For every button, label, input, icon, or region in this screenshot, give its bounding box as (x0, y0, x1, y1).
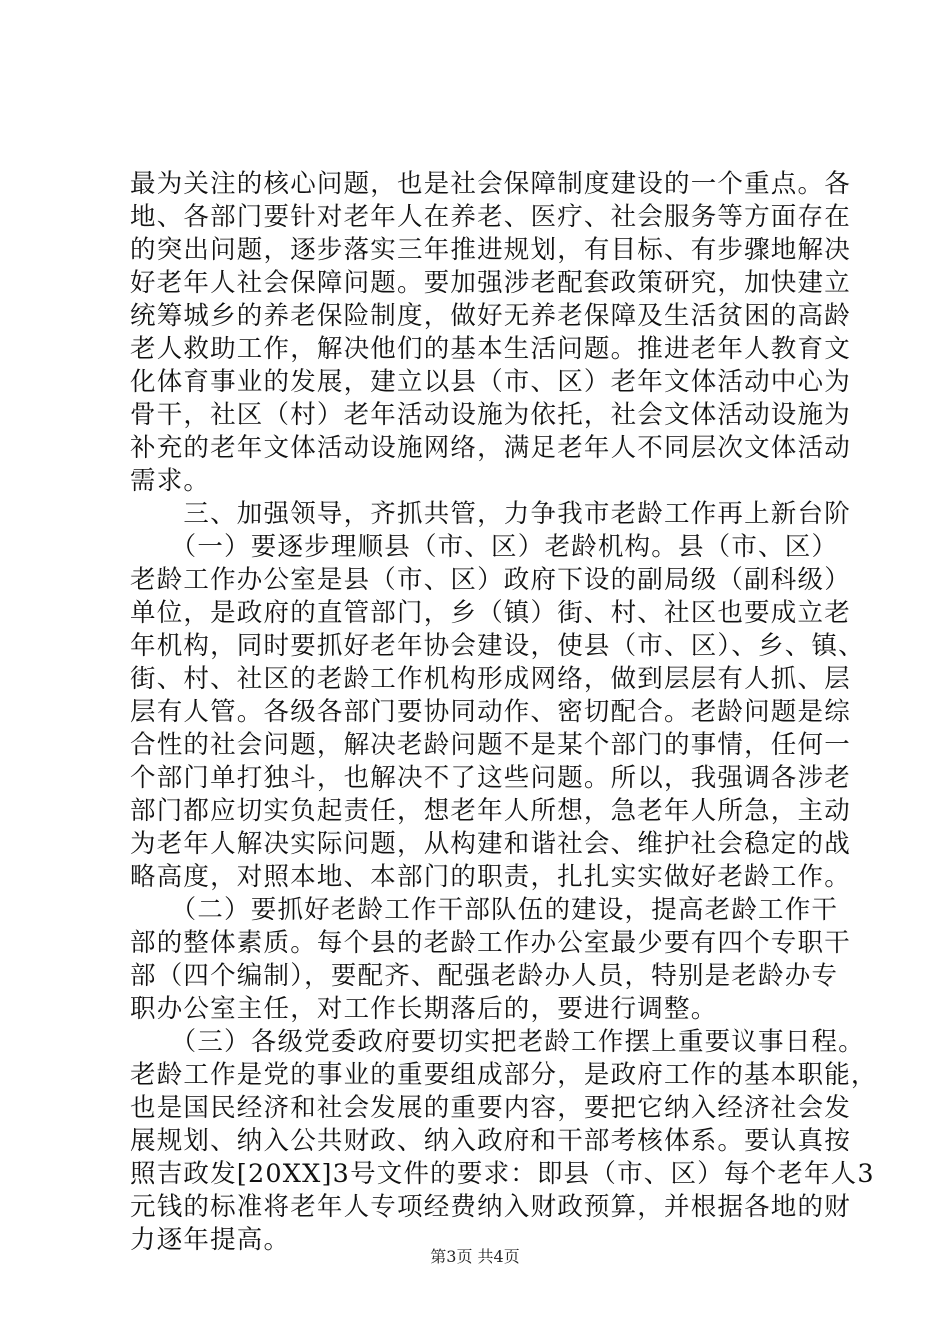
body-text (130, 168, 878, 1257)
text-line: 化体育事业的发展，建立以县（市、区）老年文体活动中心为 (130, 367, 851, 397)
text-line: （二）要抓好老龄工作干部队伍的建设，提高老龄工作干 (130, 895, 839, 925)
text-line: 需求。 (130, 466, 211, 496)
text-line: 街、村、社区的老龄工作机构形成网络，做到层层有人抓、层 (130, 664, 851, 694)
text-line: 部门都应切实负起责任，想老年人所想，急老年人所急，主动 (130, 796, 851, 826)
text-line: 统筹城乡的养老保险制度，做好无养老保障及生活贫困的高龄 (130, 301, 851, 331)
text-line: 补充的老年文体活动设施网络，满足老年人不同层次文体活动 (130, 433, 851, 463)
text-line: 职办公室主任，对工作长期落后的，要进行调整。 (130, 994, 718, 1024)
text-line: （一）要逐步理顺县（市、区）老龄机构。县（市、区） (130, 532, 839, 562)
text-line: 也是国民经济和社会发展的重要内容，要把它纳入经济社会发 (130, 1093, 851, 1123)
text-line: 部的整体素质。每个县的老龄工作办公室最少要有四个专职干 (130, 928, 851, 958)
text-line: 年机构，同时要抓好老年协会建设，使县（市、区）、乡、镇、 (130, 631, 865, 661)
text-line: 老龄工作办公室是县（市、区）政府下设的副局级（副科级） (130, 565, 851, 595)
text-line: 层有人管。各级各部门要协同动作、密切配合。老龄问题是综 (130, 697, 851, 727)
text-line: 老龄工作是党的事业的重要组成部分，是政府工作的基本职能， (130, 1060, 878, 1090)
text-line: 最为关注的核心问题，也是社会保障制度建设的一个重点。各 (130, 169, 851, 199)
text-line: 力逐年提高。 (130, 1225, 291, 1255)
text-line: 元钱的标准将老年人专项经费纳入财政预算，并根据各地的财 (130, 1192, 851, 1222)
text-line: 老人救助工作，解决他们的基本生活问题。推进老年人教育文 (130, 334, 851, 364)
text-line: 地、各部门要针对老年人在养老、医疗、社会服务等方面存在 (130, 202, 851, 232)
text-line: 展规划、纳入公共财政、纳入政府和干部考核体系。要认真按 (130, 1126, 851, 1156)
text-line: 骨干，社区（村）老年活动设施为依托，社会文体活动设施为 (130, 400, 851, 430)
text-line: 部（四个编制），要配齐、配强老龄办人员，特别是老龄办专 (130, 961, 839, 991)
text-line: 照吉政发[20XX]3号文件的要求：即县（市、区）每个老年人3 (130, 1159, 875, 1189)
text-line: 略高度，对照本地、本部门的职责，扎扎实实做好老龄工作。 (130, 862, 851, 892)
text-line: 为老年人解决实际问题，从构建和谐社会、维护社会稳定的战 (130, 829, 851, 859)
text-line: （三）各级党委政府要切实把老龄工作摆上重要议事日程。 (130, 1027, 865, 1057)
text-line: 好老年人社会保障问题。要加强涉老配套政策研究，加快建立 (130, 268, 851, 298)
page-footer (0, 1244, 950, 1267)
text-line: 的突出问题，逐步落实三年推进规划，有目标、有步骤地解决 (130, 235, 851, 265)
page-number-label: 第3页 共4页 (430, 1247, 520, 1266)
section-heading: 三、加强领导，齐抓共管，力争我市老龄工作再上新台阶 (130, 499, 851, 529)
text-line: 个部门单打独斗，也解决不了这些问题。所以，我强调各涉老 (130, 763, 851, 793)
text-line: 合性的社会问题，解决老龄问题不是某个部门的事情，任何一 (130, 730, 851, 760)
text-line: 单位，是政府的直管部门，乡（镇）街、村、社区也要成立老 (130, 598, 851, 628)
